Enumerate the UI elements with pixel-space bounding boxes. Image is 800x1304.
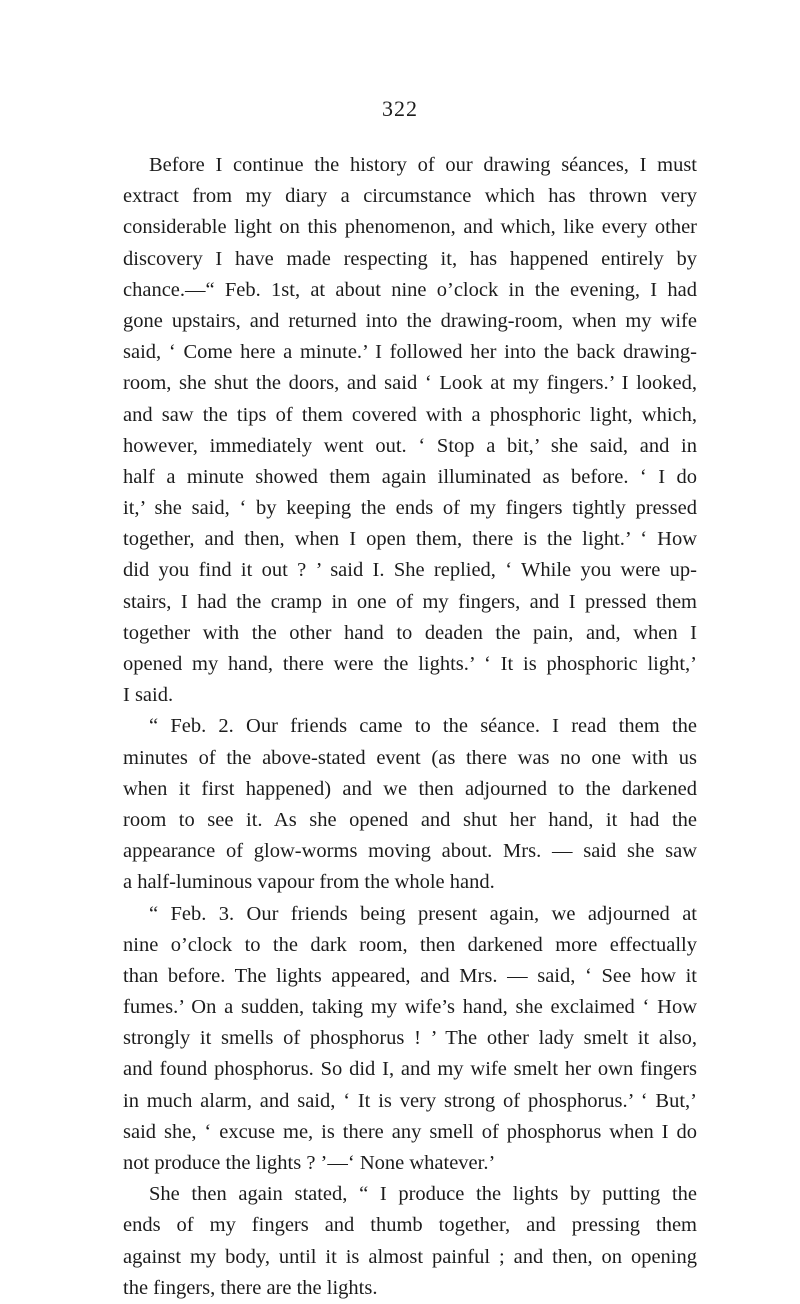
- text-line: stairs, I had the cramp in one of my fingers, and I pressed them: [123, 590, 697, 613]
- text-line: and found phosphorus. So did I, and my wife smelt her own fingers: [123, 1058, 697, 1081]
- text-line: “ Feb. 3. Our friends being present again, we adjourned at: [149, 902, 697, 925]
- text-line: did you find it out ? ’ said I. She replied, ‘ While you were up-: [123, 559, 697, 582]
- text-line: discovery I have made respecting it, has happened entirely by: [123, 247, 697, 270]
- text-line: against my body, until it is almost painful ; and then, on opening: [123, 1245, 697, 1268]
- text-line: not produce the lights ? ’—‘ None whatever.’: [123, 1152, 496, 1174]
- text-line: however, immediately went out. ‘ Stop a bit,’ she said, and in: [123, 434, 697, 457]
- text-line: room, she shut the doors, and said ‘ Look at my fingers.’ I looked,: [123, 372, 697, 395]
- text-line: together with the other hand to deaden the pain, and, when I: [123, 621, 697, 644]
- text-line: I said.: [123, 684, 174, 707]
- text-line: said, ‘ Come here a minute.’ I followed her into the back drawing-: [123, 341, 697, 364]
- text-line: Before I continue the history of our drawing séances, I must: [149, 154, 697, 176]
- text-line: gone upstairs, and returned into the drawing-room, when my wife: [123, 309, 697, 332]
- text-line: a half-luminous vapour from the whole hand.: [123, 871, 495, 894]
- text-line: “ Feb. 2. Our friends came to the séance. I read them the: [149, 715, 697, 738]
- text-line: ends of my fingers and thumb together, and pressing them: [123, 1214, 697, 1237]
- text-line: room to see it. As she opened and shut her hand, it had the: [123, 808, 697, 831]
- text-line: extract from my diary a circumstance which has thrown very: [123, 185, 697, 208]
- text-line: than before. The lights appeared, and Mrs. — said, ‘ See how it: [123, 964, 697, 987]
- text-line: strongly it smells of phosphorus ! ’ The other lady smelt it also,: [123, 1027, 697, 1050]
- text-line: it,’ she said, ‘ by keeping the ends of my fingers tightly pressed: [123, 497, 697, 520]
- text-line: opened my hand, there were the lights.’ ‘ It is phosphoric light,’: [123, 653, 697, 675]
- text-line: and saw the tips of them covered with a phosphoric light, which,: [123, 403, 697, 426]
- text-line: chance.—“ Feb. 1st, at about nine o’clock in the evening, I had: [123, 278, 697, 301]
- text-line: minutes of the above-stated event (as there was no one with us: [123, 746, 697, 769]
- text-line: fumes.’ On a sudden, taking my wife’s hand, she exclaimed ‘ How: [123, 996, 697, 1019]
- text-line: when it first happened) and we then adjourned to the darkened: [123, 777, 697, 800]
- text-line: nine o’clock to the dark room, then darkened more effectually: [123, 933, 697, 956]
- text-line: appearance of glow-worms moving about. Mrs. — said she saw: [123, 840, 697, 863]
- text-line: in much alarm, and said, ‘ It is very strong of phosphorus.’ ‘ But,’: [123, 1089, 697, 1112]
- text-line: considerable light on this phenomenon, and which, like every other: [123, 216, 697, 239]
- text-line: said she, ‘ excuse me, is there any smell of phosphorus when I do: [123, 1120, 697, 1143]
- text-line: the fingers, there are the lights.: [123, 1276, 378, 1299]
- page-number: 322: [382, 96, 418, 121]
- text-line: half a minute showed them again illuminated as before. ‘ I do: [123, 465, 697, 488]
- text-line: together, and then, when I open them, there is the light.’ ‘ How: [123, 528, 697, 551]
- body-text: [123, 150, 697, 1304]
- text-line: She then again stated, “ I produce the lights by putting the: [149, 1183, 697, 1206]
